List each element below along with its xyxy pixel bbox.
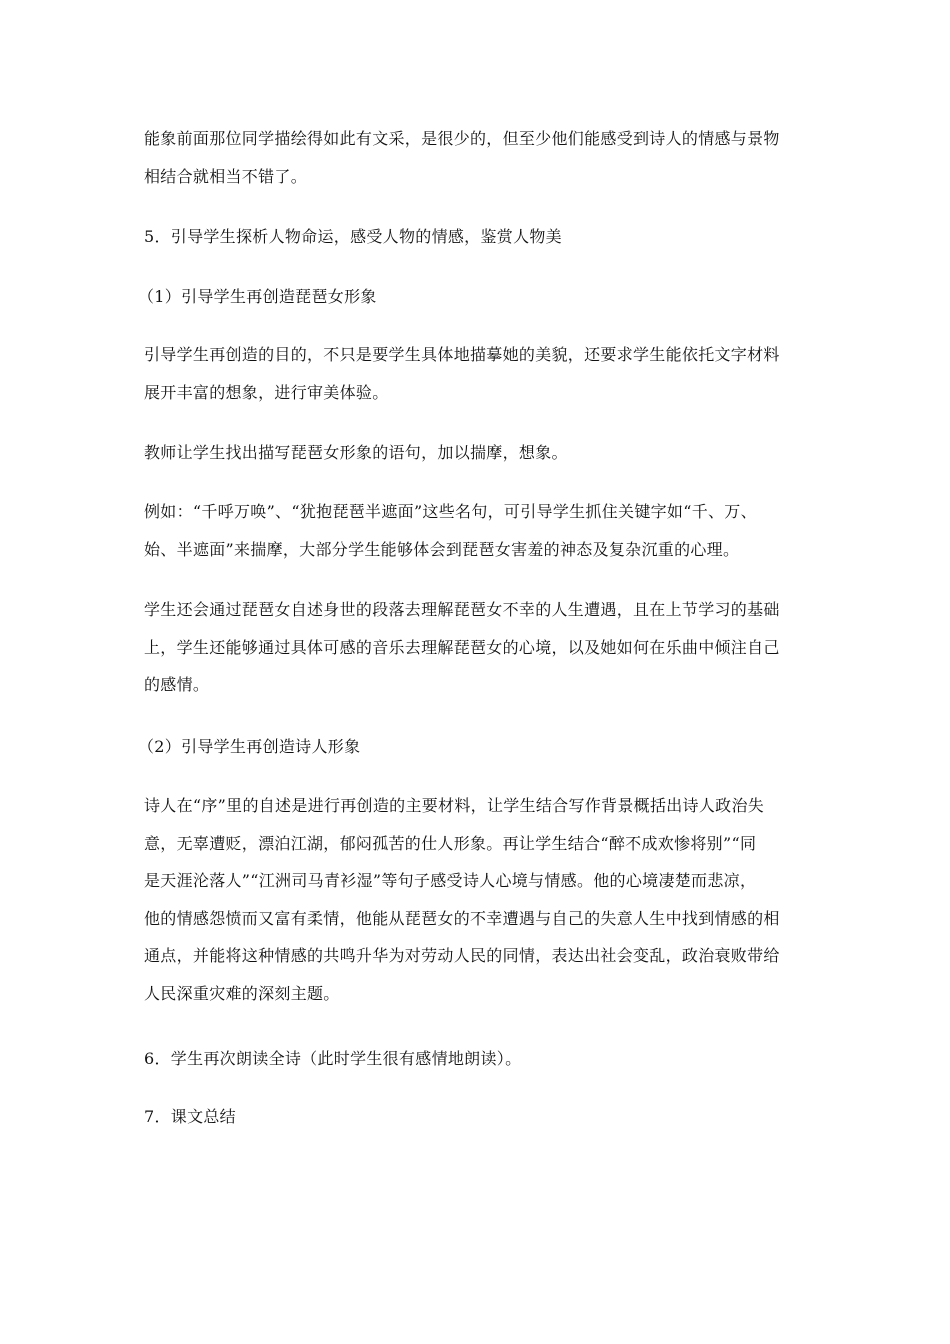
text-line: 是天涯沦落人”“江洲司马青衫湿”等句子感受诗人心境与情感。他的心境凄楚而悲凉，	[144, 871, 757, 890]
text-line: 引导学生再创造的目的，不只是要学生具体地描摹她的美貌，还要求学生能依托文字材料	[144, 345, 780, 364]
paragraph-recreation-goal	[144, 336, 834, 411]
text-line: 通点，并能将这种情感的共鸣升华为对劳动人民的同情，表达出社会变乱，政治衰败带给	[144, 946, 780, 965]
text-line: 5．引导学生探析人物命运，感受人物的情感，鉴赏人物美	[144, 227, 562, 246]
subheading-poet	[138, 728, 828, 766]
subheading-pipa-girl	[138, 278, 828, 316]
paragraph-teacher-task	[144, 434, 834, 472]
text-line: 始、半遮面”来揣摩，大部分学生能够体会到琵琶女害羞的神态及复杂沉重的心理。	[144, 539, 740, 559]
text-line: 意，无辜遭贬，漂泊江湖，郁闷孤苦的仕人形象。再让学生结合“醉不成欢惨将别”“同	[144, 833, 757, 853]
text-line: 例如：“千呼万唤”、“犹抱琵琶半遮面”这些名句，可引导学生抓住关键字如“千、万、	[144, 502, 757, 521]
paragraph-poet-image	[144, 787, 834, 1012]
text-line: 学生还会通过琵琶女自述身世的段落去理解琵琶女不幸的人生遭遇，且在上节学习的基础	[144, 600, 780, 619]
paragraph-example	[144, 493, 834, 568]
text-line: 上，学生还能够通过具体可感的音乐去理解琵琶女的心境，以及她如何在乐曲中倾注自己	[144, 637, 780, 657]
text-line: 的感情。	[144, 675, 210, 694]
paragraph-intro-continuation	[144, 120, 834, 195]
text-line: 7．课文总结	[144, 1107, 236, 1126]
text-line: （1）引导学生再创造琵琶女形象	[138, 287, 377, 306]
heading-step-5	[144, 218, 834, 256]
text-line: （2）引导学生再创造诗人形象	[138, 737, 361, 756]
text-line: 能象前面那位同学描绘得如此有文采，是很少的，但至少他们能感受到诗人的情感与景物	[144, 129, 780, 148]
text-line: 相结合就相当不错了。	[144, 166, 308, 186]
paragraph-life-story	[144, 591, 834, 704]
text-line: 诗人在“序”里的自述是进行再创造的主要材料，让学生结合写作背景概括出诗人政治失	[144, 796, 765, 815]
text-line: 教师让学生找出描写琵琶女形象的语句，加以揣摩，想象。	[144, 443, 568, 462]
text-line: 他的情感怨愤而又富有柔情，他能从琵琶女的不幸遭遇与自己的失意人生中找到情感的相	[144, 908, 780, 928]
text-line: 人民深重灾难的深刻主题。	[144, 983, 340, 1003]
heading-step-7	[144, 1098, 834, 1136]
text-line: 6．学生再次朗读全诗（此时学生很有感情地朗读）。	[144, 1049, 522, 1068]
heading-step-6	[144, 1040, 834, 1078]
text-line: 展开丰富的想象，进行审美体验。	[144, 382, 389, 402]
